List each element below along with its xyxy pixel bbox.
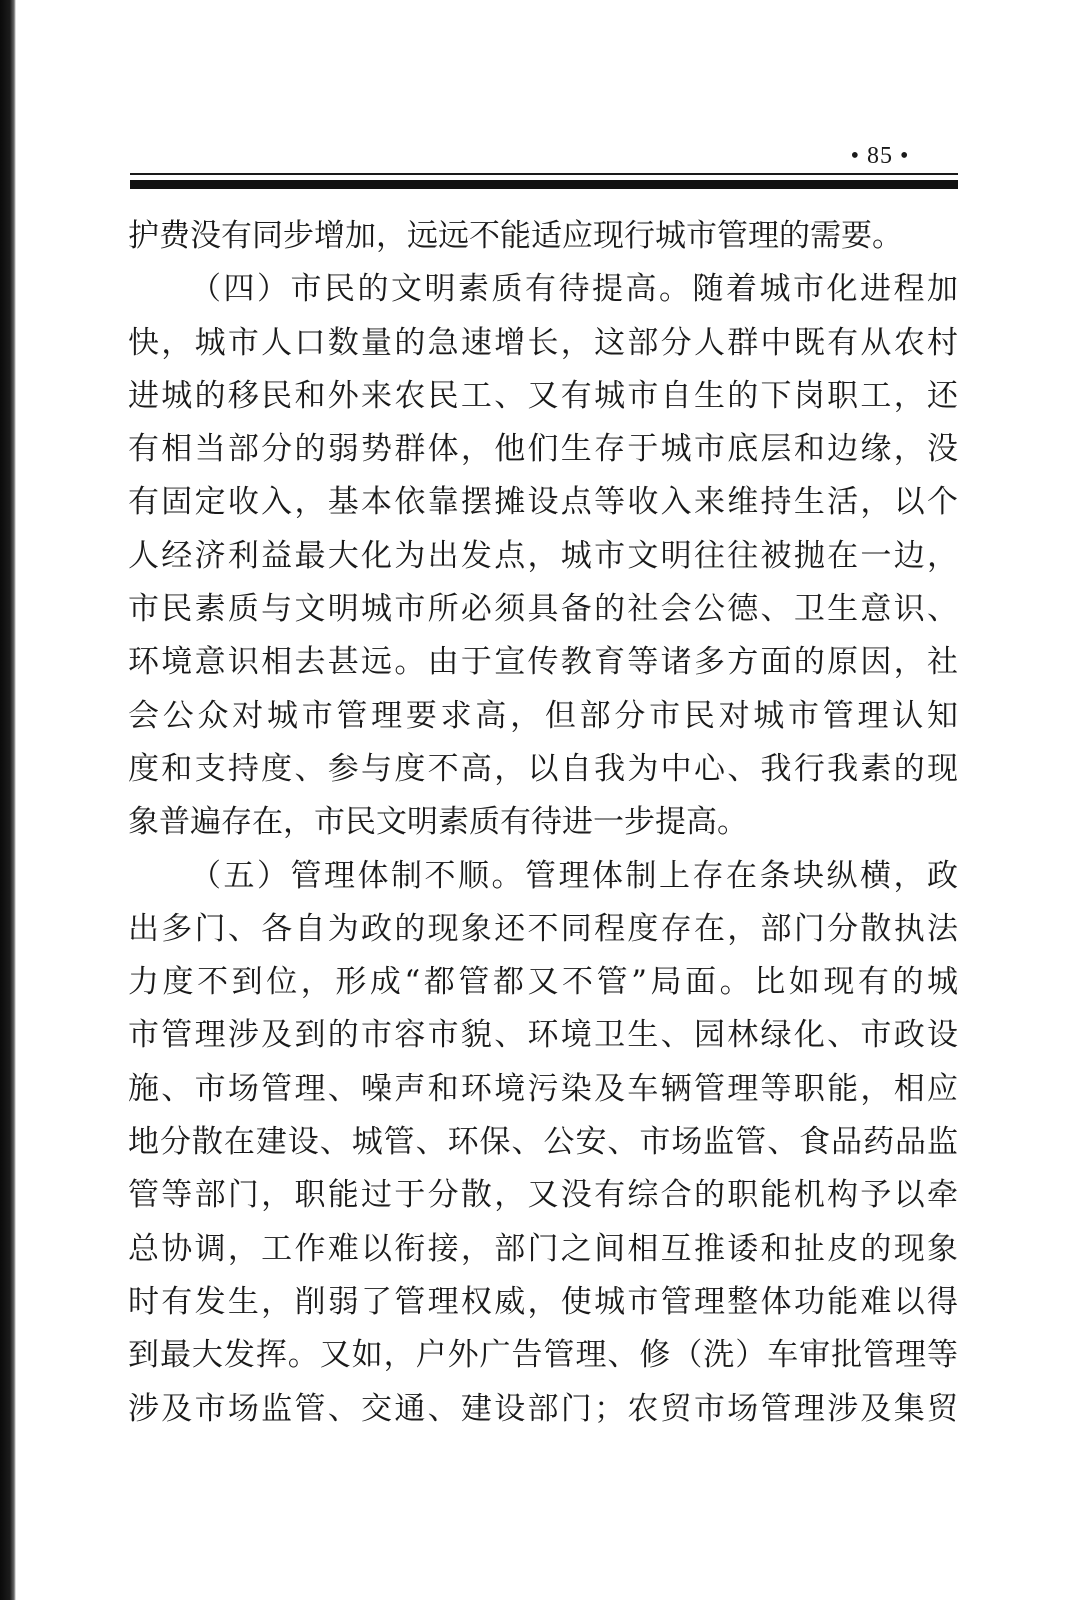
page-number: • 85 •: [850, 143, 910, 169]
text-line: 环境意识相去甚远。由于宣传教育等诸多方面的原因，社: [128, 644, 958, 681]
header-rule-thick: [130, 180, 958, 189]
text-line: 快，城市人口数量的急速增长，这部分人群中既有从农村: [128, 324, 958, 361]
text-line: 力度不到位，形成“都管都又不管”局面。比如现有的城: [128, 964, 958, 1001]
text-line: 有固定收入，基本依靠摆摊设点等收入来维持生活，以个: [128, 484, 958, 521]
text-line: 度和支持度、参与度不高，以自我为中心、我行我素的现: [128, 750, 958, 787]
text-line: 市民素质与文明城市所必须具备的社会公德、卫生意识、: [128, 591, 958, 628]
text-line: 地分散在建设、城管、环保、公安、市场监管、食品药品监: [128, 1124, 958, 1161]
text-line: 象普遍存在，市民文明素质有待进一步提高。: [128, 804, 748, 841]
text-line: 会公众对城市管理要求高，但部分市民对城市管理认知: [128, 697, 958, 734]
text-line: 到最大发挥。又如，户外广告管理、修（洗）车审批管理等: [128, 1337, 958, 1374]
text-line: 涉及市场监管、交通、建设部门；农贸市场管理涉及集贸: [128, 1390, 958, 1427]
text-line: 总协调，工作难以衔接，部门之间相互推诿和扯皮的现象: [128, 1230, 958, 1267]
header-rule-thin: [130, 173, 958, 175]
text-line: 人经济利益最大化为出发点，城市文明往往被抛在一边，: [128, 537, 958, 574]
text-line: 时有发生，削弱了管理权威，使城市管理整体功能难以得: [128, 1283, 958, 1320]
text-line: （四）市民的文明素质有待提高。随着城市化进程加: [190, 271, 958, 308]
body-text: [128, 210, 958, 1436]
text-line: 有相当部分的弱势群体，他们生存于城市底层和边缘，没: [128, 431, 958, 468]
text-line: 出多门、各自为政的现象还不同程度存在，部门分散执法: [128, 910, 958, 947]
text-line: 护费没有同步增加，远远不能适应现行城市管理的需要。: [128, 218, 903, 254]
text-line: 施、市场管理、噪声和环境污染及车辆管理等职能，相应: [128, 1070, 958, 1107]
text-line: 管等部门，职能过于分散，又没有综合的职能机构予以牵: [128, 1177, 958, 1214]
text-line: （五）管理体制不顺。管理体制上存在条块纵横，政: [190, 857, 958, 894]
text-line: 进城的移民和外来农民工、又有城市自生的下岗职工，还: [128, 377, 958, 414]
text-line: 市管理涉及到的市容市貌、环境卫生、园林绿化、市政设: [128, 1017, 958, 1054]
